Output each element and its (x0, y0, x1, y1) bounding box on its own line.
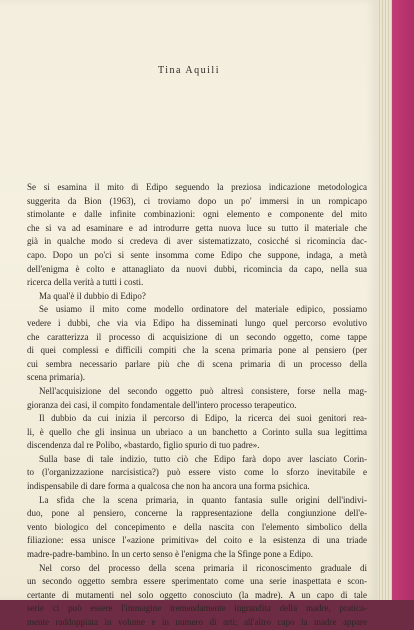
text-line: duo, pone al pensiero, concerne la rappresentazione della congiunzione dell'e- (27, 508, 367, 519)
text-line: li, è quello che gli insinua un ubriaco a un banchetto a Corinto sulla sua legittima (27, 426, 367, 437)
body-text (27, 181, 367, 630)
text-line: dell'enigma è colto e attanagliato da nuovi dubbi, ricomincia da capo, nella sua (27, 263, 367, 274)
text-line: vento biologico del concepimento e della nascita con l'elemento simbolico della (27, 521, 367, 532)
text-line: Nel corso del processo della scena primaria il riconoscimento graduale di (39, 562, 367, 573)
text-line: suggerita da Bion (1963), ci troviamo dopo un po' immersi in un rompicapo (27, 195, 367, 206)
text-line: Se usiamo il mito come modello ordinatore del materiale edipico, possiamo (39, 304, 367, 315)
text-line: certante di mutamenti nel solo oggetto conosciuto (la madre). A un capo di tale (27, 589, 367, 600)
text-line: già in qualche modo si credeva di aver sistematizzato, cosicché si ricomincia dac- (27, 236, 367, 247)
text-line: Se si esamina il mito di Edipo seguendo la preziosa indicazione metodologica (27, 182, 367, 192)
text-line: ricerca della verità a tutti i costi. (27, 277, 144, 288)
text-line: Sulla base di tale indizio, tutto ciò che Edipo farà dopo aver lasciato Corin- (39, 453, 367, 464)
text-line: stimolante e dalle infinite combinazioni: ogni elemento e componente del mito (27, 209, 367, 220)
text-line: che caratterizza il processo di acquisizione di un secondo oggetto, come tappe (27, 331, 367, 342)
text-line: Nell'acquisizione del secondo oggetto può altresì consistere, forse nella mag- (39, 385, 367, 396)
running-head: Tina Aquili (158, 65, 220, 76)
text-line: vedere i dubbi, che via via Edipo ha disseminati lungo quel percorso evolutivo (27, 317, 367, 328)
text-line: cui sembra necessario parlare più che di scena primaria di un processo della (27, 358, 367, 369)
text-line: un secondo oggetto sembra essere sperimentato come una serie inaspettata e scon- (27, 576, 367, 587)
text-line: mente raddoppiata in volume e in numero di arti; all'altro capo la madre appare (27, 617, 367, 627)
text-line: madre-padre-bambino. In un certo senso è l'enigma che la Sfinge pone a Edipo. (27, 549, 314, 560)
text-line: to (l'organizzazione narcisistica?) può essere visto come lo sforzo inevitabile e (27, 467, 367, 478)
text-line: Ma qual'è il dubbio di Edipo? (39, 290, 146, 301)
text-line: indispensabile di dare forma a qualcosa che non ha ancora una forma psichica. (27, 481, 310, 492)
text-line: filiazione: essa unisce l'«azione primitiva» del coito e la esistenza di una triade (27, 535, 367, 546)
text-line: scena primaria). (27, 372, 85, 383)
text-line: che si va ad esaminare e ad introdurre getta nuova luce su tutto il materiale che (27, 222, 367, 233)
text-line: capo. Dopo un po'ci si sente insomma come Edipo che suppone, indaga, a metà (27, 249, 367, 260)
text-line: Il dubbio da cui inizia il percorso di Edipo, la ricerca dei suoi genitori rea- (39, 413, 367, 424)
text-line: serie ci può essere l'immagine tremendamente ingrandita della madre, pratica- (27, 603, 367, 614)
text-line: discendenza dal re Polibo, «bastardo, figlio spurio di tuo padre». (27, 440, 260, 451)
text-line: La sfida che la scena primaria, in quanto fantasia sulle origini dell'indivi- (39, 494, 367, 505)
text-line: gioranza dei casi, il compito fondamentale dell'intero processo terapeutico. (27, 399, 297, 410)
text-line: di quei complessi e difficili compiti che la scena primaria pone al pensiero (per (27, 345, 367, 356)
